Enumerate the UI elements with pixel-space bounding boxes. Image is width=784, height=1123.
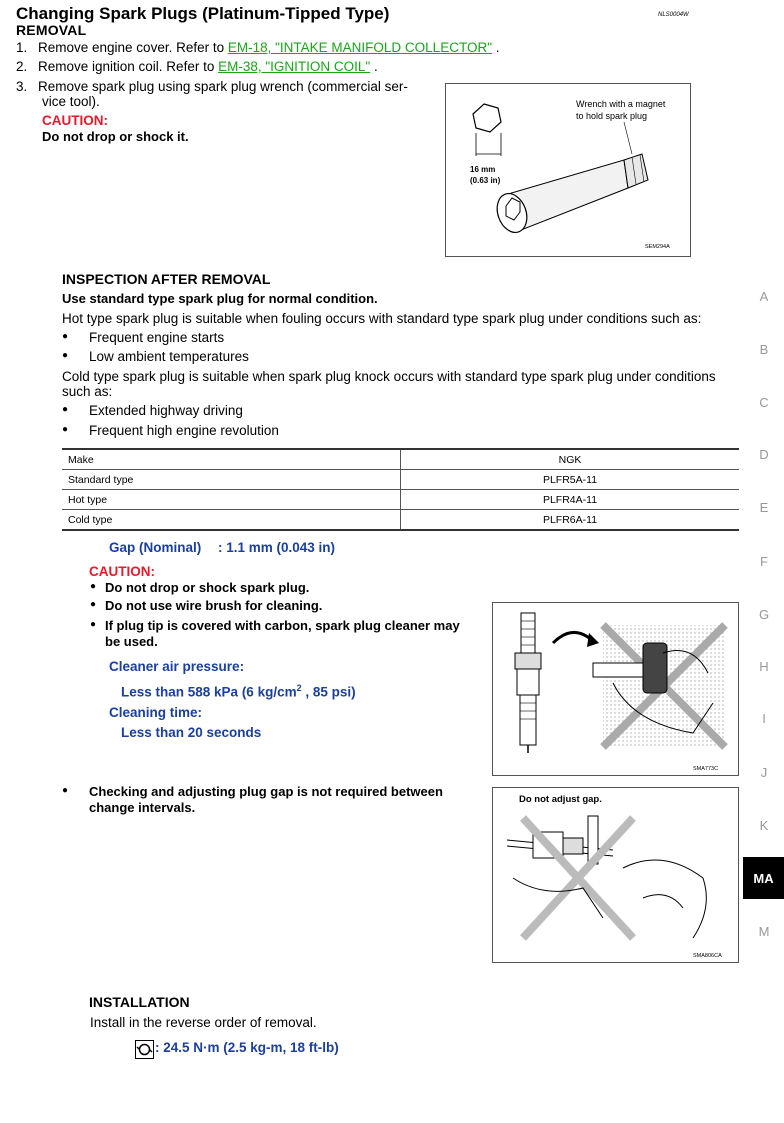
side-tab-m[interactable]: M <box>758 924 770 939</box>
caution-label: CAUTION: <box>42 113 108 128</box>
gap-adjust-illustration <box>493 788 738 962</box>
hot-type-text: Hot type spark plug is suitable when fouling occurs with standard type spark plug under conditions such as: <box>62 311 702 326</box>
do-not-adjust-figure <box>492 787 739 963</box>
side-tab-g[interactable]: G <box>758 607 770 622</box>
cold-item-2: ● Frequent high engine revolution <box>89 423 279 438</box>
table-cell-part: PLFR5A-11 <box>401 470 740 490</box>
dimension-in: (0.63 in) <box>470 176 501 185</box>
side-tab-b[interactable]: B <box>759 342 769 357</box>
cold-type-text: Cold type spark plug is suitable when spark plug knock occurs with standard type spark plug under conditions <box>62 369 716 384</box>
gap-label: Gap (Nominal) <box>109 540 202 555</box>
side-tab-f[interactable]: F <box>760 554 768 569</box>
table-header-row <box>62 449 739 470</box>
side-tab-k[interactable]: K <box>759 818 769 833</box>
wrench-label: Wrench with a magnet <box>576 99 666 109</box>
inspection-heading: INSPECTION AFTER REMOVAL <box>62 271 271 287</box>
torque-value: : 24.5 N·m (2.5 kg-m, 18 ft-lb) <box>155 1040 339 1055</box>
removal-step-1: 1. Remove engine cover. Refer to EM-18, "INTAKE MANIFOLD COLLECTOR" . <box>16 40 500 55</box>
caution-item-2: ● Do not use wire brush for cleaning. <box>105 598 322 613</box>
figure-code-2: SMA773C <box>693 766 719 772</box>
side-tab-d[interactable]: D <box>759 447 769 462</box>
cold-item-1: ● Extended highway driving <box>89 403 243 418</box>
installation-heading: INSTALLATION <box>89 994 190 1010</box>
figure-code-3: SMA806CA <box>693 953 722 959</box>
torque-wrench-icon <box>135 1040 154 1059</box>
table-row <box>62 490 739 510</box>
cleaning-time-label: Cleaning time: <box>109 705 203 720</box>
removal-step-2: 2. Remove ignition coil. Refer to EM-38, "IGNITION COIL" . <box>16 59 378 74</box>
table-cell-type: Hot type <box>62 490 401 510</box>
side-tab-e[interactable]: E <box>759 500 769 515</box>
inspection-intro: Use standard type spark plug for normal condition. <box>62 291 378 306</box>
wrench-label-2: to hold spark plug <box>576 111 648 121</box>
removal-step-3: 3. Remove spark plug using spark plug wrench (commercial ser- <box>16 79 408 94</box>
cleaner-pressure-label: Cleaner air pressure: <box>109 659 245 674</box>
spark-plug-illustration <box>493 603 738 775</box>
table-cell-type: Cold type <box>62 510 401 531</box>
doc-id: NLS0004W <box>658 12 689 18</box>
side-tab-h[interactable]: H <box>759 659 769 674</box>
cleaner-pressure-value: Less than 588 kPa (6 $kg/cm^2$ , 85 psi) <box>121 683 356 700</box>
table-cell-type: Standard type <box>62 470 401 490</box>
table-row <box>62 510 739 531</box>
table-cell-part: PLFR4A-11 <box>401 490 740 510</box>
caution-item-3-cont: be used. <box>105 634 158 649</box>
gap-note: ● Checking and adjusting plug gap is not required between <box>89 784 443 799</box>
removal-step-3-cont: vice tool). <box>42 94 100 109</box>
hot-item-1: ● Frequent engine starts <box>89 330 224 345</box>
spark-plug-spec-table <box>62 448 739 531</box>
cold-type-text-2: such as: <box>62 384 113 399</box>
installation-text: Install in the reverse order of removal. <box>90 1015 317 1030</box>
caution-item-3: ● If plug tip is covered with carbon, spark plug cleaner may <box>105 618 460 633</box>
caution-item-1: ● Do not drop or shock spark plug. <box>105 580 309 595</box>
gap-note-cont: change intervals. <box>89 800 196 815</box>
gap-value: : 1.1 mm (0.043 in) <box>218 540 336 555</box>
caution-label-2: CAUTION: <box>89 564 155 579</box>
table-cell-part: PLFR6A-11 <box>401 510 740 531</box>
cleaning-time-value: Less than 20 seconds <box>121 725 262 740</box>
caution-text: Do not drop or shock it. <box>42 129 189 144</box>
side-tab-c[interactable]: C <box>759 395 769 410</box>
spark-plug-cleaning-figure <box>492 602 739 776</box>
hot-item-2: ● Low ambient temperatures <box>89 349 249 364</box>
side-tab-a[interactable]: A <box>759 289 769 304</box>
table-header-make: Make <box>62 449 401 470</box>
removal-heading: REMOVAL <box>16 22 87 38</box>
figure-code: SEM294A <box>645 244 670 250</box>
table-header-ngk: NGK <box>401 449 740 470</box>
wrench-figure <box>445 83 691 257</box>
table-row <box>62 470 739 490</box>
page-title: Changing Spark Plugs (Platinum-Tipped Type) <box>16 4 390 23</box>
dimension-mm: 16 mm <box>470 165 496 174</box>
side-tab-ma[interactable]: MA <box>743 857 784 899</box>
do-not-adjust-label: Do not adjust gap. <box>519 794 602 805</box>
side-tab-i[interactable]: I <box>762 711 766 726</box>
side-tab-j[interactable]: J <box>760 765 768 780</box>
link-ignition-coil[interactable]: EM-38, "IGNITION COIL" <box>218 59 371 74</box>
link-intake-manifold[interactable]: EM-18, "INTAKE MANIFOLD COLLECTOR" <box>227 40 492 55</box>
